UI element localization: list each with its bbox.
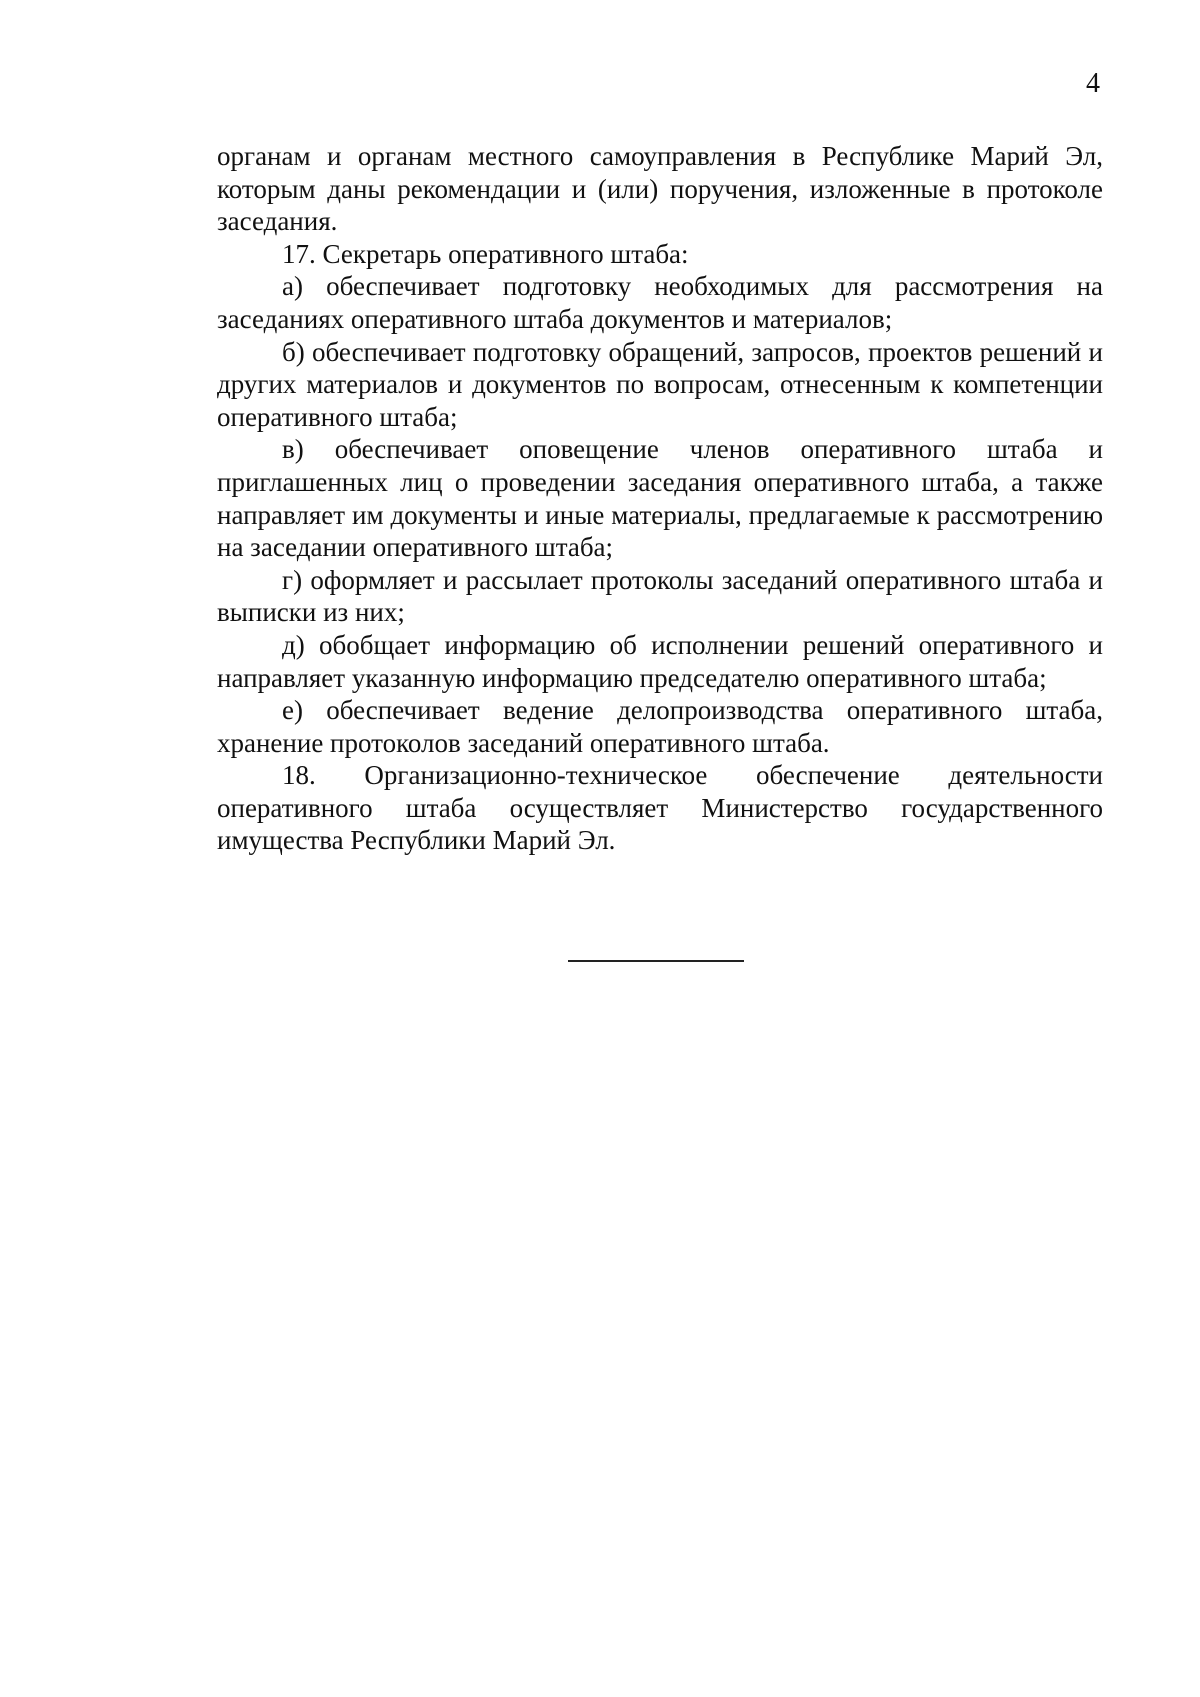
paragraph-subitem-b: б) обеспечивает подготовку обращений, запросов, проектов решений и других материалов и документов по вопросам, отнесенным к компетенции оперативного штаба; [217, 336, 1103, 432]
paragraph-subitem-v: в) обеспечивает оповещение членов оперативного штаба и приглашенных лиц о проведении заседания оперативного штаба, а также направляет им документы и иные материалы, предлагаемые к рассмотрению на заседании оперативного штаба; [217, 434, 1103, 563]
paragraph-item-18: 18. Организационно-техническое обеспечение деятельности оперативного штаба осуществляет Министерство государственного имущества Республики Марий Эл. [217, 760, 1103, 856]
paragraph-subitem-e: е) обеспечивает ведение делопроизводства оперативного штаба, хранение протоколов заседаний оперативного штаба. [217, 695, 1103, 758]
paragraph-subitem-a: а) обеспечивает подготовку необходимых для рассмотрения на заседаниях оперативного штаба документов и материалов; [217, 271, 1103, 334]
paragraph-subitem-d: д) обобщает информацию об исполнении решений оперативного и направляет указанную информацию председателю оперативного штаба; [217, 629, 1103, 693]
document-body [217, 140, 1103, 857]
paragraph-subitem-g: г) оформляет и рассылает протоколы заседаний оперативного штаба и выписки из них; [217, 564, 1103, 628]
paragraph-continuation: органам и органам местного самоуправления в Республике Марий Эл, которым даны рекомендации и (или) поручения, изложенные в протоколе заседания. [217, 141, 1103, 237]
end-of-document-line [568, 960, 744, 962]
paragraph-item-17: 17. Секретарь оперативного штаба: [282, 238, 689, 269]
page-number: 4 [1086, 68, 1100, 99]
